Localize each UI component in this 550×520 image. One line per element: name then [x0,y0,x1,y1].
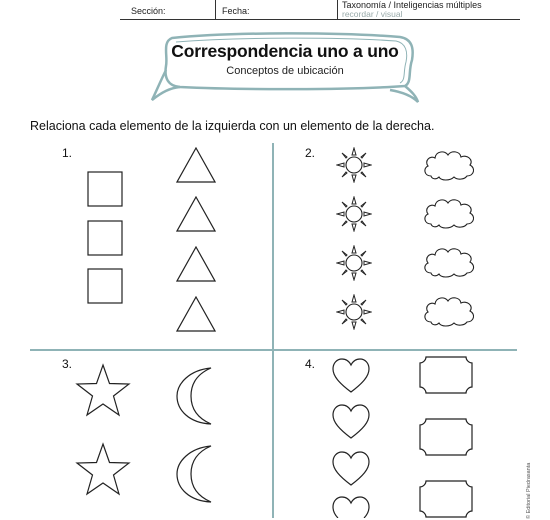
moon-icon [173,444,217,504]
cloud-icon [421,148,477,182]
label-icon [419,480,473,518]
triangle-icon [176,296,216,332]
square-icon [87,220,123,256]
fecha-label: Fecha: [222,6,250,16]
publisher-credit-text: © Editorial Piedrasanta [526,462,532,519]
cloud-icon [421,294,477,328]
heart-icon [331,450,371,488]
triangle-icon [176,246,216,282]
star-icon [74,442,132,498]
exercise-3-number: 3. [62,357,73,371]
vertical-divider [272,143,274,518]
instruction-text: Relaciona cada elemento de la izquierda con un elemento de la derecha. [30,119,435,133]
sun-icon [336,147,372,183]
header-separator [337,0,338,19]
moon-icon [173,366,217,426]
page-subtitle: Conceptos de ubicación [226,65,344,77]
page-title: Correspondencia uno a uno [171,41,399,61]
triangle-icon [176,147,216,183]
taxonomia-values: recordar / visual [342,9,403,19]
header-top-line [120,19,520,20]
square-icon [87,268,123,304]
cloud-icon [421,245,477,279]
label-icon [419,418,473,456]
cloud-icon [421,196,477,230]
heart-icon [331,357,371,395]
sun-icon [336,294,372,330]
seccion-label: Sección: [131,6,166,16]
exercise-4-number: 4. [305,357,316,371]
horizontal-divider [30,349,517,351]
taxonomia-label: Taxonomía / Inteligencias múltiples [342,0,482,10]
heart-icon [331,495,371,518]
sun-icon [336,245,372,281]
label-icon [419,356,473,394]
exercise-1-number: 1. [62,146,73,160]
exercise-2-number: 2. [305,146,316,160]
triangle-icon [176,196,216,232]
heart-icon [331,403,371,441]
sun-icon [336,196,372,232]
star-icon [74,363,132,419]
square-icon [87,171,123,207]
header-separator [215,0,216,19]
title-badge [150,30,420,105]
publisher-credit [523,450,533,520]
